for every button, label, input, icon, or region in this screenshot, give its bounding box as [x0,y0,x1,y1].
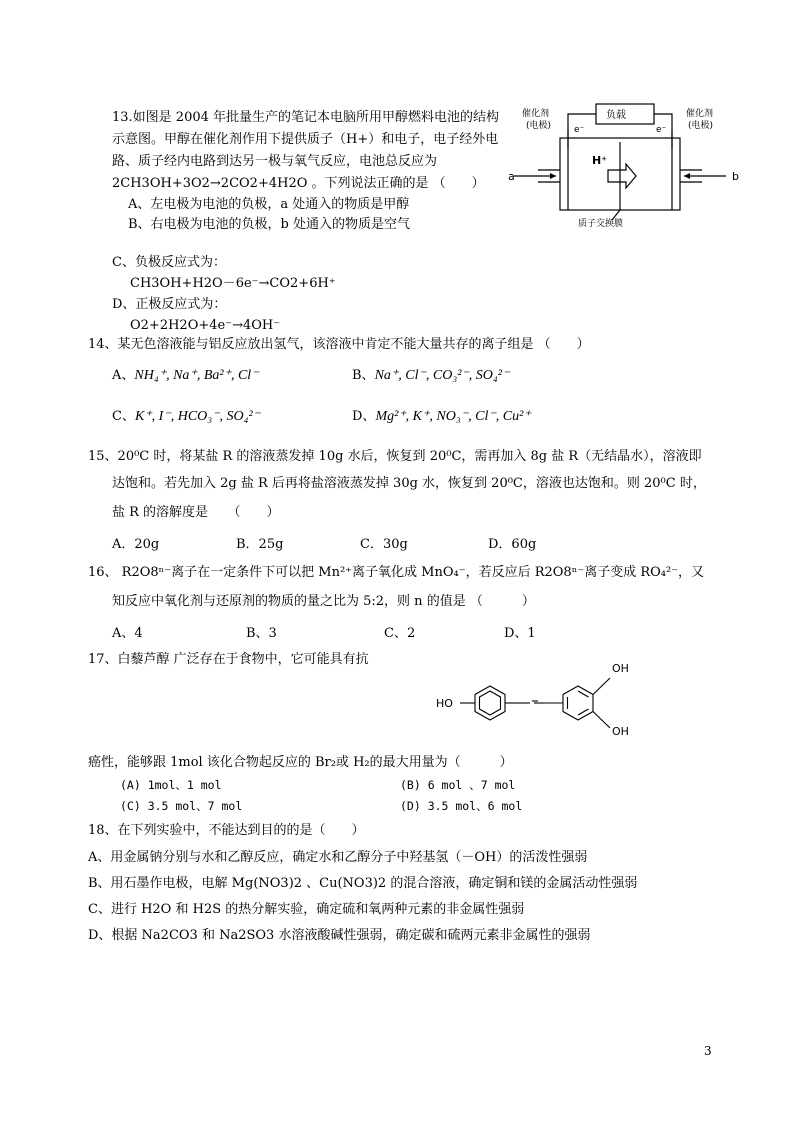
q16-option-d: D、1 [504,626,536,641]
q14-stem: 14、某无色溶液能与铝反应放出氢气，该溶液中肯定不能大量共存的离子组是 （ ） [88,337,590,352]
q17-line-1: 17、白藜芦醇 广泛存在于食物中，它可能具有抗 [88,652,369,667]
q17-option-c: (C) 3.5 mol、7 mol [120,799,243,813]
q14-option-d [352,409,531,425]
q13-line-1: 13.如图是 2004 年批量生产的笔记本电脑所用甲醇燃料电池的结构 [112,110,500,125]
q16-option-a: A、4 [112,626,143,641]
q15-line-2: 达饱和。若先加入 2g 盐 R 后再将盐溶液蒸发掉 30g 水，恢复到 20⁰C，溶液也达饱和。则 20⁰C 时， [112,476,706,491]
q16-option-b: B、3 [246,626,277,641]
q18-option-d: D、根据 Na2CO3 和 Na2SO3 水溶液酸碱性强弱，确定碳和硫两元素非金属性的强弱 [88,928,591,943]
q15-line-3: 盐 R 的溶解度是 （ ） [112,505,280,520]
q17-option-a: (A) 1mol、1 mol [120,778,222,792]
left-hydroxyl-label: HO [436,697,453,710]
q17-option-d: (D) 3.5 mol、6 mol [400,799,523,813]
q18-stem: 18、在下列实验中，不能达到目的的是（ ） [88,823,365,838]
q13-option-d: D、正极反应式为： [112,297,227,312]
top-hydroxyl-label: OH [612,662,629,675]
q13-line-2: 示意图。甲醇在催化剂作用下提供质子（H+）和电子，电子经外电 [112,132,499,147]
inlet-b-label: b [732,170,739,183]
q18-option-a: A、用金属钠分别与水和乙醇反应，确定水和乙醇分子中羟基氢（－OH）的活泼性强弱 [88,850,588,865]
right-electrode-label: (电极) [688,121,714,131]
q14-option-a [112,368,259,384]
left-electrode-label: (电极) [526,121,552,131]
resveratrol-structure [432,656,652,740]
q14-option-c-formula: K⁺, I⁻, HCO₃⁻, SO₄²⁻ [134,409,261,424]
electron-right-label: e⁻ [656,125,667,135]
q15-option-b: B．25g [236,537,284,552]
proton-label: H⁺ [592,154,608,167]
q13-line-3: 路、质子经内电路到达另一极与氧气反应，电池总反应为 [112,154,438,169]
q18-option-c: C、进行 H2O 和 H2S 的热分解实验，确定硫和氧两种元素的非金属性强弱 [88,902,525,917]
q16-option-c: C、2 [384,626,416,641]
electron-left-label: e⁻ [574,125,585,135]
q18-option-b: B、用石墨作电极，电解 Mg(NO3)2 、Cu(NO3)2 的混合溶液，确定铜和镁的金属活动性强弱 [88,876,638,891]
q14-option-c-label: C、 [112,409,135,424]
q15-option-a: A．20g [112,537,160,552]
q17-option-b: (B) 6 mol 、7 mol [400,778,516,792]
bottom-hydroxyl-label: OH [612,725,629,738]
q13-option-c-equation: CH3OH+H2O－6e⁻→CO2+6H⁺ [130,276,336,291]
q15-line-1: 15、20⁰C 时，将某盐 R 的溶液蒸发掉 10g 水后，恢复到 20⁰C，需再加入 8g 盐 R（无结晶水），溶液即 [88,449,702,464]
q17-line-2: 癌性，能够跟 1mol 该化合物起反应的 Br₂或 H₂的最大用量为（ ） [88,755,513,770]
right-catalyst-label: 催化剂 [686,109,714,119]
page-number: 3 [704,1044,712,1058]
q14-option-b [352,368,509,384]
q16-line-2: 知反应中氧化剂与还原剂的物质的量之比为 5:2，则 n 的值是 （ ） [112,594,535,609]
q14-option-c [112,409,260,425]
q13-option-b: B、右电极为电池的负极，b 处通入的物质是空气 [128,217,411,232]
q13-line-4: 2CH3OH+3O2→2CO2+4H2O 。下列说法正确的是 （ ） [112,176,485,191]
q14-option-b-formula: Na⁺, Cl⁻, CO₃²⁻, SO₄²⁻ [374,368,510,383]
q14-option-d-formula: Mg²⁺, K⁺, NO₃⁻, Cl⁻, Cu²⁺ [375,409,531,424]
inlet-a-label: a [508,170,515,183]
q16-line-1: 16、 R2O8ⁿ⁻离子在一定条件下可以把 Mn²⁺离子氧化成 MnO₄⁻，若反应后 R2O8ⁿ⁻离子变成 RO₄²⁻，又 [88,565,705,580]
q13-option-a: A、左电极为电池的负极，a 处通入的物质是甲醇 [128,197,410,212]
q14-option-a-formula: NH₄⁺, Na⁺, Ba²⁺, Cl⁻ [134,368,259,383]
q15-option-c: C．30g [360,537,408,552]
q13-option-d-equation: O2+2H2O+4e⁻→4OH⁻ [130,318,281,333]
q13-option-c: C、负极反应式为： [112,255,226,270]
q14-option-d-label: D、 [352,409,376,424]
left-catalyst-label: 催化剂 [522,109,550,119]
q14-option-a-label: A、 [112,368,135,383]
q15-option-d: D．60g [488,537,537,552]
q14-option-b-label: B、 [352,368,375,383]
load-label: 负载 [606,110,626,121]
fuel-cell-diagram [508,98,744,228]
membrane-label: 质子交换膜 [578,219,624,228]
